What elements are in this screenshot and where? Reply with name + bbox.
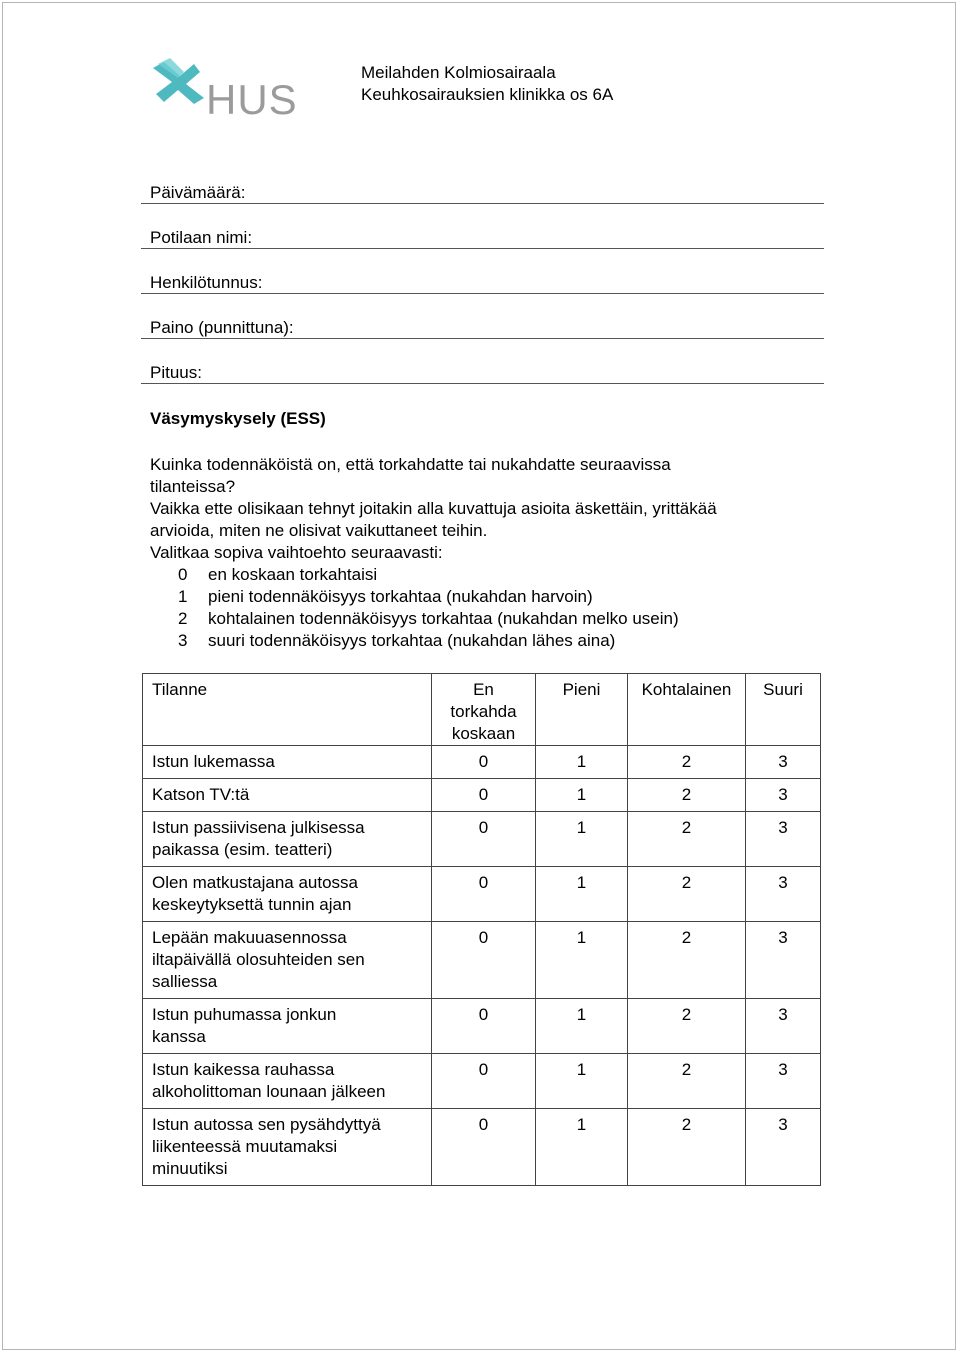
option-text: kohtalainen todennäköisyys torkahtaa (nukahdan melko usein) bbox=[208, 609, 679, 628]
score-option-1[interactable]: 1 bbox=[536, 1054, 628, 1109]
score-option-3[interactable]: 3 bbox=[746, 999, 821, 1054]
score-option-3[interactable]: 3 bbox=[746, 1109, 821, 1186]
score-option-0[interactable]: 0 bbox=[432, 1109, 536, 1186]
height-field[interactable] bbox=[141, 363, 824, 384]
survey-instruction bbox=[150, 498, 830, 564]
organization-block bbox=[361, 62, 613, 106]
situation-line: Istun passiivisena julkisessa bbox=[152, 818, 365, 837]
score-option-0[interactable]: 0 bbox=[432, 746, 536, 779]
survey-question bbox=[150, 454, 830, 498]
option-number: 0 bbox=[178, 565, 188, 584]
table-row bbox=[143, 812, 821, 867]
score-option-3[interactable]: 3 bbox=[746, 867, 821, 922]
document-page bbox=[2, 2, 956, 1350]
choose-instruction: Valitkaa sopiva vaihtoehto seuraavasti: bbox=[150, 543, 443, 562]
score-option-3[interactable]: 3 bbox=[746, 922, 821, 999]
situation-label bbox=[143, 922, 432, 999]
score-option-1[interactable]: 1 bbox=[536, 1109, 628, 1186]
score-option-2[interactable]: 2 bbox=[628, 779, 746, 812]
instruction-line: Vaikka ette olisikaan tehnyt joitakin alla kuvattuja asioita äskettäin, yrittäkää bbox=[150, 499, 717, 518]
personal-id-field[interactable] bbox=[141, 273, 824, 294]
score-option-0[interactable]: 0 bbox=[432, 922, 536, 999]
situation-line: Istun puhumassa jonkun bbox=[152, 1005, 337, 1024]
situation-line: Katson TV:tä bbox=[152, 785, 250, 804]
option-item bbox=[150, 630, 679, 652]
header-small: Pieni bbox=[536, 674, 628, 746]
score-option-0[interactable]: 0 bbox=[432, 1054, 536, 1109]
score-option-1[interactable]: 1 bbox=[536, 867, 628, 922]
score-option-1[interactable]: 1 bbox=[536, 922, 628, 999]
situation-line: Istun autossa sen pysähdyttyä bbox=[152, 1115, 381, 1134]
situation-label bbox=[143, 1054, 432, 1109]
situation-label bbox=[143, 812, 432, 867]
situation-label bbox=[143, 999, 432, 1054]
header-situation: Tilanne bbox=[143, 674, 432, 746]
patient-name-label: Potilaan nimi: bbox=[150, 228, 253, 247]
situation-line: salliessa bbox=[152, 972, 218, 991]
situation-line: keskeytyksettä tunnin ajan bbox=[152, 895, 352, 914]
hus-cross-icon bbox=[153, 58, 204, 104]
score-option-0[interactable]: 0 bbox=[432, 999, 536, 1054]
score-option-0[interactable]: 0 bbox=[432, 867, 536, 922]
hospital-name: Meilahden Kolmiosairaala bbox=[361, 63, 556, 82]
table-row bbox=[143, 999, 821, 1054]
score-option-3[interactable]: 3 bbox=[746, 779, 821, 812]
situation-label bbox=[143, 779, 432, 812]
score-option-2[interactable]: 2 bbox=[628, 867, 746, 922]
situation-line: alkoholittoman lounaan jälkeen bbox=[152, 1082, 386, 1101]
situation-label bbox=[143, 867, 432, 922]
weight-field[interactable] bbox=[141, 318, 824, 339]
survey-title: Väsymyskysely (ESS) bbox=[150, 409, 326, 428]
situation-line: kanssa bbox=[152, 1027, 206, 1046]
table-row bbox=[143, 746, 821, 779]
score-option-1[interactable]: 1 bbox=[536, 812, 628, 867]
score-option-3[interactable]: 3 bbox=[746, 1054, 821, 1109]
option-number: 2 bbox=[178, 609, 188, 628]
option-text: suuri todennäköisyys torkahtaa (nukahdan lähes aina) bbox=[208, 631, 616, 650]
clinic-name: Keuhkosairauksien klinikka os 6A bbox=[361, 85, 614, 104]
personal-id-label: Henkilötunnus: bbox=[150, 273, 263, 292]
score-option-2[interactable]: 2 bbox=[628, 922, 746, 999]
score-option-1[interactable]: 1 bbox=[536, 746, 628, 779]
height-label: Pituus: bbox=[150, 363, 202, 382]
ess-table bbox=[142, 673, 821, 1186]
score-option-2[interactable]: 2 bbox=[628, 812, 746, 867]
score-option-3[interactable]: 3 bbox=[746, 746, 821, 779]
table-row bbox=[143, 779, 821, 812]
question-line: tilanteissa? bbox=[150, 477, 236, 496]
option-item bbox=[150, 586, 679, 608]
score-option-2[interactable]: 2 bbox=[628, 1054, 746, 1109]
score-option-0[interactable]: 0 bbox=[432, 779, 536, 812]
weight-label: Paino (punnittuna): bbox=[150, 318, 294, 337]
situation-line: minuutiksi bbox=[152, 1159, 228, 1178]
score-option-2[interactable]: 2 bbox=[628, 1109, 746, 1186]
hus-logo bbox=[150, 58, 300, 120]
situation-line: iltapäivällä olosuhteiden sen bbox=[152, 950, 365, 969]
situation-label bbox=[143, 1109, 432, 1186]
date-field[interactable] bbox=[141, 183, 824, 204]
score-option-2[interactable]: 2 bbox=[628, 999, 746, 1054]
table-row bbox=[143, 1109, 821, 1186]
options-list bbox=[150, 564, 679, 652]
situation-line: Istun lukemassa bbox=[152, 752, 275, 771]
situation-label bbox=[143, 746, 432, 779]
option-number: 3 bbox=[178, 631, 188, 650]
table-row bbox=[143, 867, 821, 922]
situation-line: Istun kaikessa rauhassa bbox=[152, 1060, 335, 1079]
header-never: En torkahda koskaan bbox=[432, 674, 536, 746]
situation-line: liikenteessä muutamaksi bbox=[152, 1137, 338, 1156]
question-line: Kuinka todennäköistä on, että torkahdatte tai nukahdatte seuraavissa bbox=[150, 455, 671, 474]
score-option-0[interactable]: 0 bbox=[432, 812, 536, 867]
header-moderate: Kohtalainen bbox=[628, 674, 746, 746]
score-option-3[interactable]: 3 bbox=[746, 812, 821, 867]
situation-line: Olen matkustajana autossa bbox=[152, 873, 359, 892]
patient-name-field[interactable] bbox=[141, 228, 824, 249]
option-item bbox=[150, 564, 679, 586]
instruction-line: arvioida, miten ne olisivat vaikuttaneet teihin. bbox=[150, 521, 488, 540]
table-row bbox=[143, 1054, 821, 1109]
situation-line: paikassa (esim. teatteri) bbox=[152, 840, 333, 859]
score-option-2[interactable]: 2 bbox=[628, 746, 746, 779]
header-large: Suuri bbox=[746, 674, 821, 746]
option-text: pieni todennäköisyys torkahtaa (nukahdan harvoin) bbox=[208, 587, 593, 606]
table-header-row bbox=[143, 674, 821, 746]
option-number: 1 bbox=[178, 587, 188, 606]
hus-logo-text: HUS bbox=[206, 76, 298, 120]
option-item bbox=[150, 608, 679, 630]
date-label: Päivämäärä: bbox=[150, 183, 246, 202]
option-text: en koskaan torkahtaisi bbox=[208, 565, 378, 584]
score-option-1[interactable]: 1 bbox=[536, 999, 628, 1054]
table-row bbox=[143, 922, 821, 999]
score-option-1[interactable]: 1 bbox=[536, 779, 628, 812]
situation-line: Lepään makuuasennossa bbox=[152, 928, 347, 947]
